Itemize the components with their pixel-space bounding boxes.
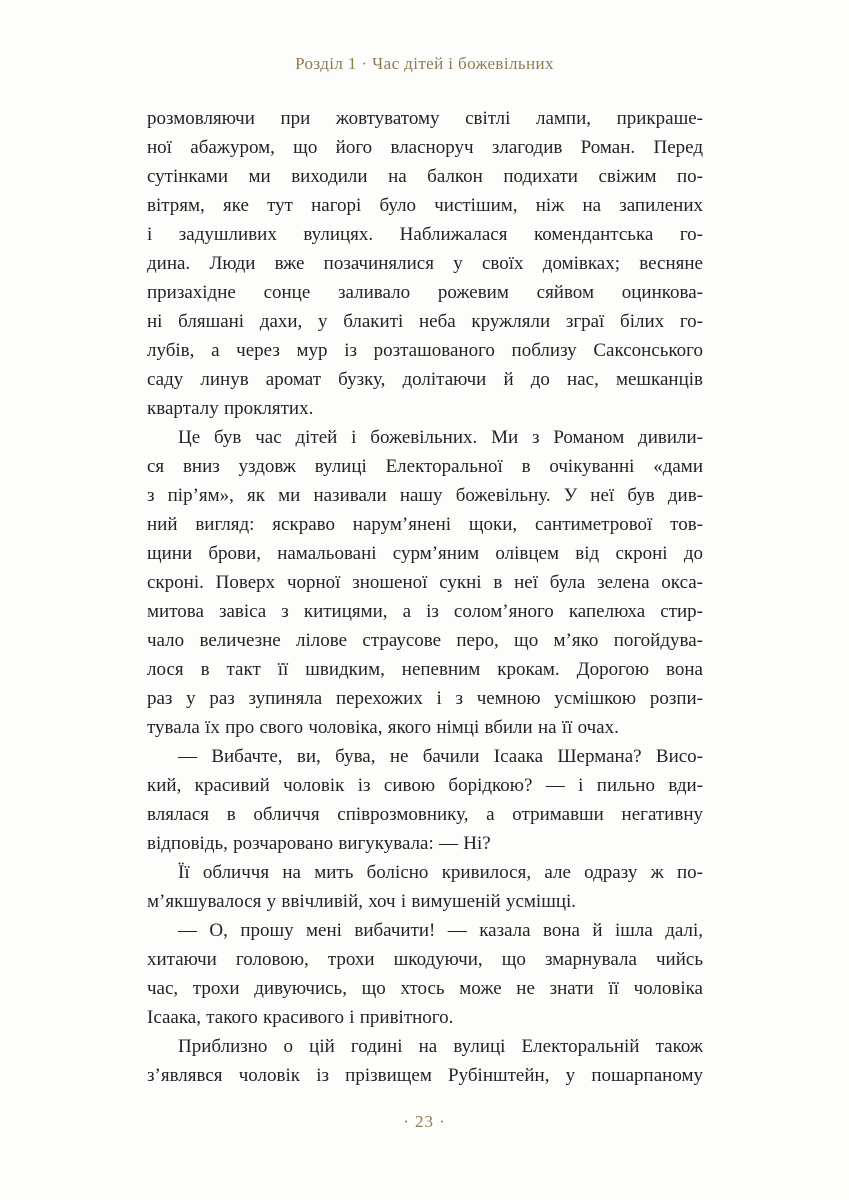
- text-line: ний вигляд: яскраво нарум’янені щоки, сантиметрової тов-: [147, 514, 703, 535]
- page-number: · 23 ·: [403, 1112, 446, 1131]
- text-line: вітрям, яке тут нагорі було чистішим, ніж на запилених: [147, 195, 703, 216]
- text-line: Її обличчя на мить болісно кривилося, але одразу ж по-: [178, 862, 703, 883]
- text-line: сутінками ми виходили на балкон подихати свіжим по-: [147, 166, 703, 187]
- paragraph: [147, 742, 703, 858]
- text-line: щини брови, намальовані сурм’яним олівцем від скроні до: [147, 543, 703, 564]
- text-line: — О, прошу мені вибачити! — казала вона й ішла далі,: [178, 920, 703, 941]
- text-line: з пір’ям», як ми називали нашу божевільну. У неї був див-: [147, 485, 703, 506]
- text-line: відповідь, розчаровано вигукувала: — Ні?: [147, 833, 491, 854]
- text-line: лубів, а через мур із розташованого поблизу Саксонського: [147, 340, 703, 361]
- paragraph: [147, 104, 703, 423]
- text-line: час, трохи дивуючись, що хтось може не знати її чоловіка: [147, 978, 703, 999]
- text-line: саду линув аромат бузку, долітаючи й до нас, мешканців: [147, 369, 703, 390]
- text-line: дина. Люди вже позачинялися у своїх домівках; весняне: [147, 253, 703, 274]
- text-line: чало величезне лілове страусове перо, що м’яко погойдува-: [147, 630, 703, 651]
- text-line: і задушливих вулицях. Наближалася комендантська го-: [147, 224, 703, 245]
- body-text: [147, 104, 703, 1090]
- text-line: лося в такт її швидким, непевним крокам. Дорогою вона: [147, 659, 703, 680]
- text-line: кий, красивий чоловік із сивою борідкою? — і пильно вди-: [147, 775, 703, 796]
- paragraph: [147, 423, 703, 742]
- text-line: розмовляючи при жовтуватому світлі лампи, прикраше-: [147, 108, 703, 129]
- text-line: Це був час дітей і божевільних. Ми з Романом дивили-: [178, 427, 703, 448]
- running-header: Розділ 1 · Час дітей і божевільних: [295, 54, 554, 73]
- text-line: хитаючи головою, трохи шкодуючи, що змарнувала чийсь: [147, 949, 703, 970]
- text-line: Приблизно о цій годині на вулиці Електоральній також: [178, 1036, 703, 1057]
- text-line: скроні. Поверх чорної зношеної сукні в неї була зелена окса-: [147, 572, 703, 593]
- text-line: ні бляшані дахи, у блакиті неба кружляли зграї білих го-: [147, 311, 703, 332]
- text-line: Ісаака, такого красивого і привітного.: [147, 1007, 454, 1028]
- text-line: тувала їх про свого чоловіка, якого німці вбили на її очах.: [147, 717, 619, 738]
- text-line: митова завіса з китицями, а із солом’яного капелюха стир-: [147, 601, 703, 622]
- text-line: раз у раз зупиняла перехожих і з чемною усмішкою розпи-: [147, 688, 703, 709]
- text-line: ся вниз уздовж вулиці Електоральної в очікуванні «дами: [147, 456, 703, 477]
- paragraph: [147, 858, 703, 916]
- text-line: м’якшувалося у ввічливій, хоч і вимушеній усмішці.: [147, 891, 577, 912]
- text-line: кварталу проклятих.: [147, 398, 314, 419]
- text-line: — Вибачте, ви, бува, не бачили Ісаака Шермана? Висо-: [178, 746, 703, 767]
- text-line: влялася в обличчя співрозмовнику, а отримавши негативну: [147, 804, 703, 825]
- text-line: призахідне сонце заливало рожевим сяйвом оцинкова-: [147, 282, 703, 303]
- paragraph: [147, 916, 703, 1032]
- text-line: з’являвся чоловік із прізвищем Рубінштейн, у пошарпаному: [147, 1065, 703, 1086]
- text-line: ної абажуром, що його власноруч злагодив Роман. Перед: [147, 137, 703, 158]
- paragraph: [147, 1032, 703, 1090]
